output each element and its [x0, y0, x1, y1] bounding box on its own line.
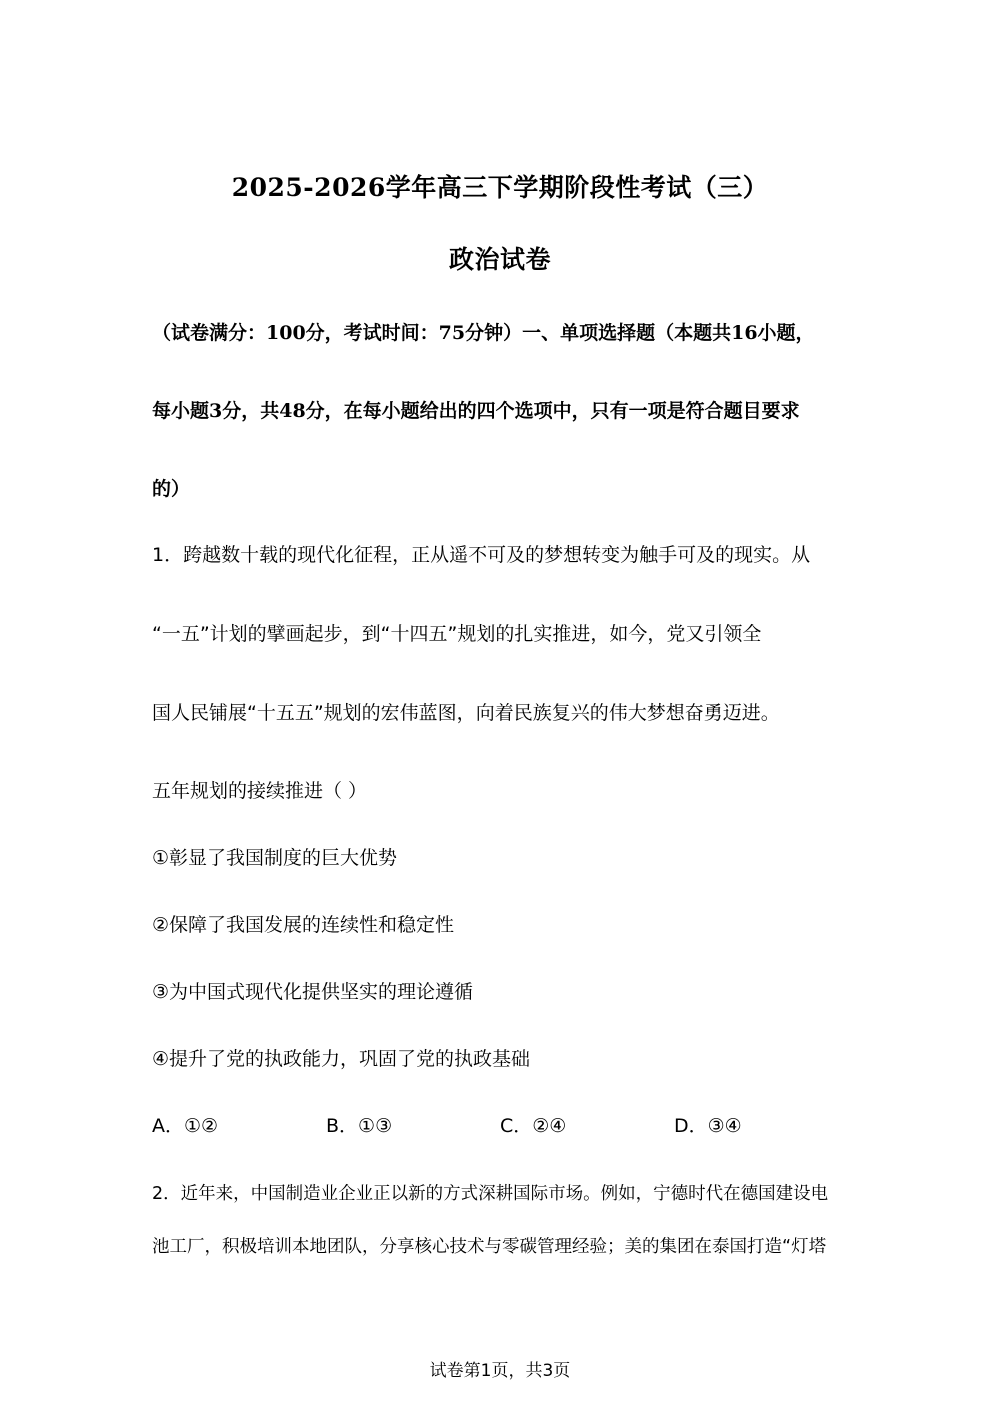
question-1-statement-4: ④提升了党的执政能力，巩固了党的执政基础: [152, 1048, 531, 1070]
instructions-line-2: 每小题3分，共48分，在每小题给出的四个选项中，只有一项是符合题目要求: [152, 400, 800, 422]
exam-subject-title: 政治试卷: [448, 245, 551, 274]
instructions-line-1: （试卷满分：100分，考试时间：75分钟）一、单项选择题（本题共16小题，: [152, 322, 815, 344]
question-1-statement-3: ③为中国式现代化提供坚实的理论遵循: [152, 981, 474, 1003]
question-1-statement-2: ②保障了我国发展的连续性和稳定性: [152, 914, 455, 936]
option-a: A．①②: [152, 1115, 219, 1137]
question-2-stem-line: 2．近年来，中国制造业企业正以新的方式深耕国际市场。例如，宁德时代在德国建设电: [152, 1184, 829, 1204]
question-1-stem-line: 1．跨越数十载的现代化征程，正从遥不可及的梦想转变为触手可及的现实。从: [152, 544, 811, 566]
option-b: B．①③: [326, 1115, 393, 1137]
exam-title: 2025-2026学年高三下学期阶段性考试（三）: [231, 173, 769, 202]
question-1-stem-line: 国人民铺展“十五五”规划的宏伟蓝图，向着民族复兴的伟大梦想奋勇迈进。: [152, 702, 780, 724]
question-2-stem-line: 池工厂，积极培训本地团队，分享核心技术与零碳管理经验；美的集团在泰国打造“灯塔: [152, 1237, 827, 1257]
question-1-statement-1: ①彰显了我国制度的巨大优势: [152, 847, 398, 869]
option-c: C．②④: [500, 1115, 567, 1137]
question-1-stem-line: 五年规划的接续推进（ ）: [152, 780, 368, 802]
option-d: D．③④: [674, 1115, 742, 1137]
page-footer: 试卷第1页，共3页: [429, 1361, 571, 1381]
instructions-line-3: 的）: [152, 478, 191, 500]
question-1-options: [152, 1111, 852, 1141]
question-1-stem-line: “一五”计划的擘画起步，到“十四五”规划的扎实推进，如今，党又引领全: [152, 623, 762, 645]
